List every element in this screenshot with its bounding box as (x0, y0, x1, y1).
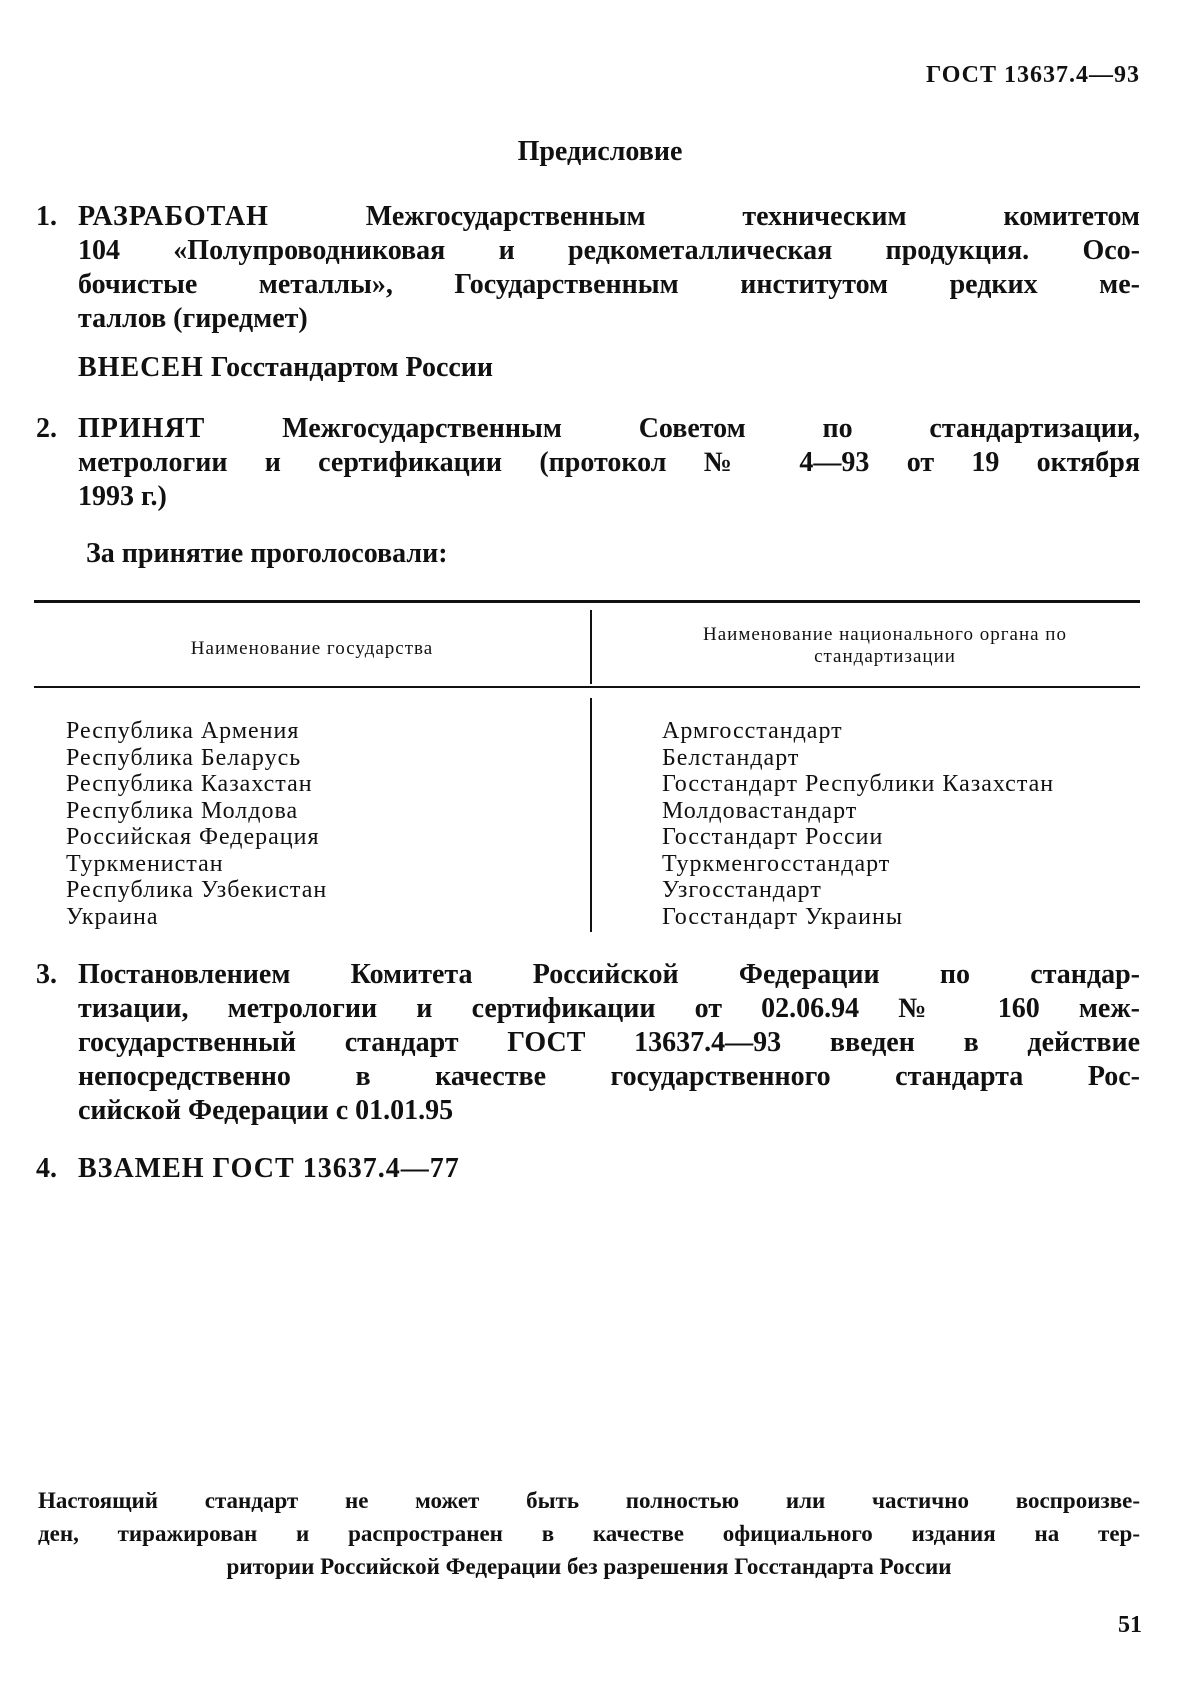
body-name: Госстандарт России (662, 824, 884, 850)
item-number: 1. (36, 201, 57, 232)
item-introduced (78, 352, 493, 384)
item-line: метрологии и сертификации (протокол № 4—93 от 19 октября (78, 447, 1140, 478)
item-line: Постановлением Комитета Российской Федерации по стандар- (78, 959, 1140, 990)
bodies-column (662, 718, 1142, 930)
body-name: Узгосстандарт (662, 877, 822, 903)
item-adopted (36, 412, 1140, 514)
item-number: 2. (36, 413, 57, 444)
state-name: Республика Узбекистан (66, 877, 328, 903)
item-line: 1993 г.) (78, 481, 167, 512)
state-name: Республика Казахстан (66, 771, 313, 797)
header-state: Наименование государства (190, 638, 434, 659)
item-developed (36, 200, 1140, 336)
body-name: Госстандарт Украины (662, 903, 903, 930)
header-body: Наименование национального органа по стандартизации (703, 624, 1067, 667)
note-line: ритории Российской Федерации без разрешения Госстандарта России (226, 1554, 952, 1579)
item-line: таллов (гиредмет) (78, 303, 308, 334)
header-divider (590, 610, 592, 684)
item-number: 3. (36, 959, 57, 990)
item-lead: ПРИНЯТ (78, 413, 206, 444)
item-lead: ВНЕСЕН (78, 352, 204, 383)
item-number: 4. (36, 1153, 57, 1184)
header-bottom-rule (34, 686, 1140, 688)
body-name: Армгосстандарт (662, 718, 843, 744)
body-name: Госстандарт Республики Казахстан (662, 771, 1055, 797)
item-lead: РАЗРАБОТАН (78, 201, 269, 232)
item-text: Межгосударственным Советом по стандартизации, (282, 413, 1140, 444)
note-line: Настоящий стандарт не может быть полностью или частично воспроизве- (38, 1488, 1140, 1513)
item-line: 104 «Полупроводниковая и редкометаллическая продукция. Осо- (78, 235, 1140, 266)
copyright-note (38, 1484, 1140, 1583)
states-column (66, 718, 576, 930)
state-name: Республика Беларусь (66, 744, 302, 771)
item-line: непосредственно в качестве государственного стандарта Рос- (78, 1061, 1140, 1092)
voted-label: За принятие проголосовали: (86, 538, 448, 569)
state-name: Республика Молдова (66, 797, 299, 824)
item-line (78, 412, 1140, 446)
body-name: Белстандарт (662, 744, 800, 771)
item-line: тизации, метрологии и сертификации от 02.06.94 № 160 меж- (78, 993, 1140, 1024)
item-replaces (36, 1152, 1140, 1186)
body-divider (590, 698, 592, 932)
body-name: Молдовастандарт (662, 797, 858, 824)
item-text: Межгосударственным техническим комитетом (365, 201, 1140, 232)
page-number: 51 (1118, 1612, 1142, 1638)
item-line: сийской Федерации с 01.01.95 (78, 1095, 454, 1126)
state-name: Туркменистан (66, 850, 224, 877)
item-text: Госстандартом России (210, 352, 494, 383)
body-name: Туркменгосстандарт (662, 850, 891, 877)
state-name: Республика Армения (66, 718, 300, 744)
table-top-rule (34, 600, 1140, 603)
item-line: бочистые металлы», Государственным институтом редких ме- (78, 269, 1140, 300)
standard-code: ГОСТ 13637.4—93 (926, 62, 1140, 88)
item-line: ВЗАМЕН ГОСТ 13637.4—77 (78, 1153, 460, 1184)
item-line (78, 200, 1140, 234)
note-line: ден, тиражирован и распространен в качестве официального издания на тер- (38, 1521, 1140, 1546)
page-title: Предисловие (517, 136, 683, 167)
item-line: государственный стандарт ГОСТ 13637.4—93 введен в действие (78, 1027, 1140, 1058)
state-name: Российская Федерация (66, 824, 320, 850)
state-name: Украина (66, 903, 159, 930)
item-decree (36, 958, 1140, 1128)
